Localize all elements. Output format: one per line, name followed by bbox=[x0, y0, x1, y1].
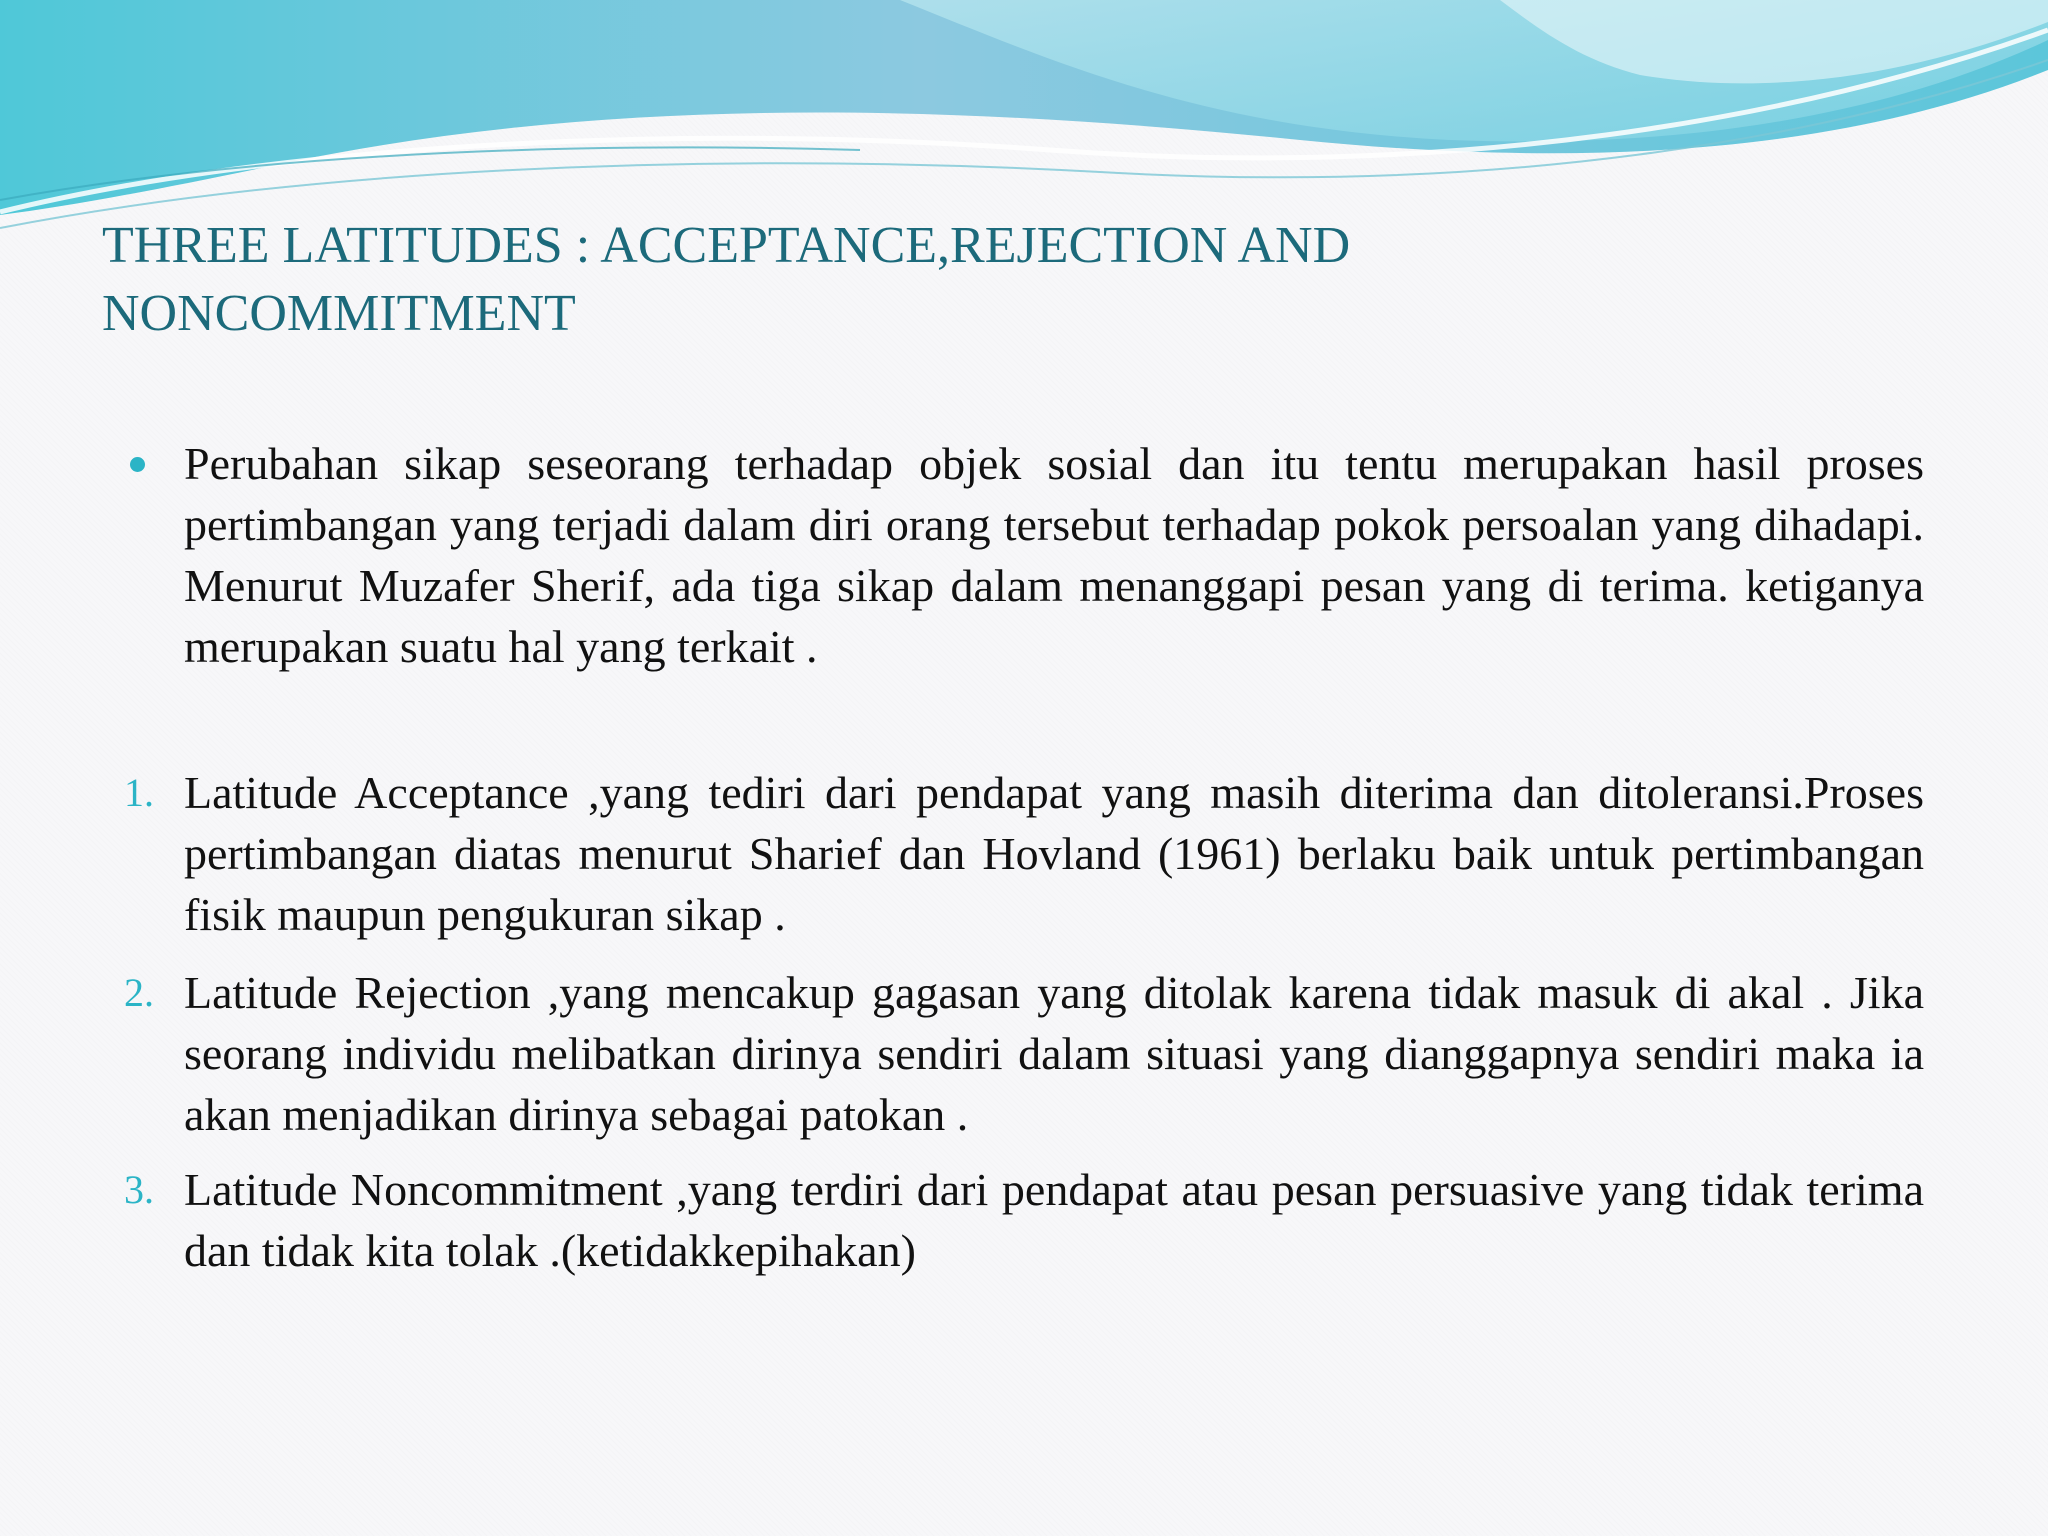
list-number-1: 1. bbox=[124, 770, 154, 815]
bullet-dot-icon bbox=[130, 457, 145, 472]
list-number-2: 2. bbox=[124, 970, 154, 1015]
list-number-3: 3. bbox=[124, 1167, 154, 1212]
list-item-latitude-noncommitment: Latitude Noncommitment ,yang terdiri dari pendapat atau pesan persuasive yang tidak terima dan tidak kita tolak .(ketidakkepihakan) bbox=[184, 1164, 1924, 1276]
list-item-latitude-rejection: Latitude Rejection ,yang mencakup gagasan yang ditolak karena tidak masuk di akal . Jika seorang individu melibatkan dirinya sendiri dalam situasi yang dianggapnya sendiri maka ia akan menjadikan dirinya sebagai patokan . bbox=[184, 967, 1924, 1140]
list-item-latitude-acceptance: Latitude Acceptance ,yang tediri dari pendapat yang masih diterima dan ditoleransi.Proses pertimbangan diatas menurut Sharief dan Hovland (1961) berlaku baik untuk pertimbangan fisik maupun pengukuran sikap . bbox=[184, 767, 1924, 940]
intro-paragraph: Perubahan sikap seseorang terhadap objek sosial dan itu tentu merupakan hasil proses pertimbangan yang terjadi dalam diri orang tersebut terhadap pokok persoalan yang dihadapi. Menurut Muzafer Sherif, ada tiga sikap dalam menanggapi pesan yang di terima. ketiganya merupakan suatu hal yang terkait . bbox=[184, 438, 1924, 672]
slide-title: THREE LATITUDES : ACCEPTANCE,REJECTION AND NONCOMMITMENT bbox=[102, 217, 1351, 342]
